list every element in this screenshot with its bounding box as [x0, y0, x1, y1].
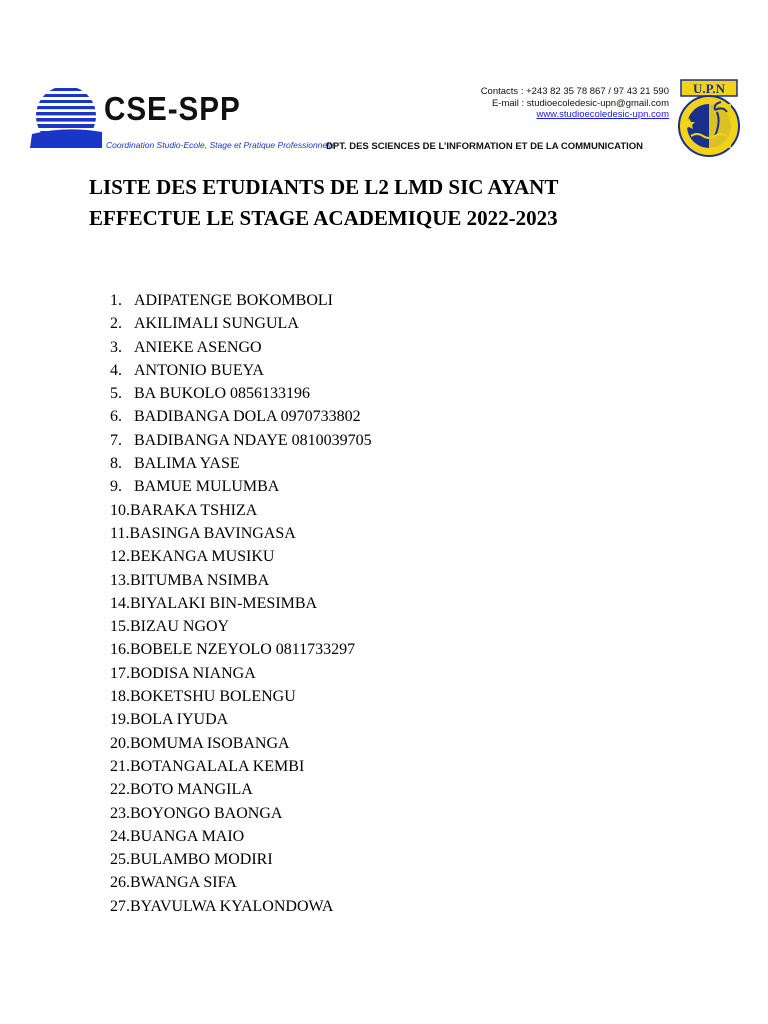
list-item-number: 12.: [110, 548, 130, 566]
list-item: [110, 895, 372, 918]
list-item: [110, 452, 372, 475]
list-item: [110, 825, 372, 848]
student-name: BITUMBA NSIMBA: [130, 571, 270, 589]
list-item: [110, 382, 372, 405]
list-item: [110, 545, 372, 568]
student-name: BODISA NIANGA: [130, 664, 256, 682]
student-name: BALIMA YASE: [134, 455, 240, 473]
student-name: AKILIMALI SUNGULA: [134, 315, 299, 333]
student-name: BA BUKOLO 0856133196: [134, 385, 311, 403]
list-item-number: 19.: [110, 711, 130, 729]
list-item-number: 1.: [110, 292, 122, 309]
student-name: BWANGA SIFA: [130, 874, 237, 892]
cse-spp-logo: [30, 86, 336, 156]
student-name: BADIBANGA DOLA 0970733802: [134, 408, 361, 426]
list-item-number: 26.: [110, 874, 130, 892]
list-item-number: 23.: [110, 804, 130, 822]
student-name: BOBELE NZEYOLO 0811733297: [130, 641, 356, 659]
list-item-number: 6.: [110, 408, 122, 426]
list-item-number: 7.: [110, 431, 122, 449]
list-item-number: 8.: [110, 455, 122, 473]
list-item-number: 4.: [110, 361, 122, 379]
list-item-number: 22.: [110, 781, 130, 799]
list-item-number: 3.: [110, 338, 122, 356]
department-name: DPT. DES SCIENCES DE L’INFORMATION ET DE LA COMMUNICATION: [326, 141, 644, 152]
list-item: [110, 871, 372, 894]
student-name: BASINGA BAVINGASA: [129, 524, 296, 542]
title-line-1: LISTE DES ETUDIANTS DE L2 LMD SIC AYANT: [89, 175, 559, 199]
list-item: [110, 522, 372, 545]
list-item-number: 9.: [110, 478, 122, 496]
student-name: ADIPATENGE BOKOMBOLI: [134, 292, 333, 309]
list-item-number: 11.: [110, 524, 130, 542]
student-name: BAMUE MULUMBA: [134, 478, 280, 496]
student-name: BUANGA MAIO: [130, 827, 245, 845]
document-title: [89, 172, 709, 234]
list-item-number: 18.: [110, 688, 130, 706]
list-item: [110, 732, 372, 755]
upn-shield-icon: [677, 78, 745, 160]
list-item-number: 13.: [110, 571, 130, 589]
list-item: [110, 778, 372, 801]
list-item-number: 14.: [110, 594, 130, 612]
student-name: BOTO MANGILA: [130, 781, 253, 799]
list-item: [110, 638, 372, 661]
student-name: BADIBANGA NDAYE 0810039705: [134, 431, 372, 449]
student-list: [110, 289, 372, 918]
list-item: [110, 848, 372, 871]
student-name: BYAVULWA KYALONDOWA: [130, 897, 334, 915]
student-name: BULAMBO MODIRI: [130, 851, 273, 869]
list-item-number: 15.: [110, 618, 130, 636]
list-item: [110, 336, 372, 359]
student-name: BOYONGO BAONGA: [130, 804, 283, 822]
globe-logo-icon: [30, 86, 102, 148]
list-item: [110, 685, 372, 708]
list-item: [110, 405, 372, 428]
list-item-number: 25.: [110, 851, 130, 869]
list-item: [110, 708, 372, 731]
contact-block: [481, 86, 669, 121]
list-item: [110, 615, 372, 638]
list-item: [110, 475, 372, 498]
list-item-number: 2.: [110, 315, 122, 333]
list-item-number: 27.: [110, 897, 130, 915]
title-line-2: EFFECTUE LE STAGE ACADEMIQUE 2022-2023: [89, 206, 558, 230]
list-item-number: 10.: [110, 501, 130, 519]
page-header: [0, 0, 768, 170]
list-item-number: 20.: [110, 734, 130, 752]
list-item: [110, 802, 372, 825]
student-name: ANIEKE ASENGO: [134, 338, 262, 356]
student-name: BOMUMA ISOBANGA: [130, 734, 290, 752]
list-item: [110, 289, 372, 312]
list-item-number: 17.: [110, 664, 130, 682]
list-item: [110, 312, 372, 335]
list-item: [110, 592, 372, 615]
list-item: [110, 755, 372, 778]
student-name: BOLA IYUDA: [130, 711, 229, 729]
contacts-phone: Contacts : +243 82 35 78 867 / 97 43 21 590: [480, 86, 669, 97]
list-item: [110, 359, 372, 382]
upn-logo: [677, 78, 745, 160]
student-name: BIZAU NGOY: [130, 618, 230, 636]
list-item: [110, 429, 372, 452]
website-link[interactable]: www.studioecoledesic-upn.com: [536, 109, 669, 120]
list-item-number: 16.: [110, 641, 130, 659]
student-name: BOTANGALALA KEMBI: [130, 757, 305, 775]
list-item-number: 21.: [110, 757, 130, 775]
list-item: [110, 569, 372, 592]
list-item-number: 5.: [110, 385, 122, 403]
contacts-email: E-mail : studioecoledesic-upn@gmail.com: [491, 97, 669, 109]
list-item-number: 24.: [110, 827, 130, 845]
student-name: BIYALAKI BIN-MESIMBA: [130, 594, 318, 612]
student-name: BEKANGA MUSIKU: [130, 548, 275, 566]
student-name: BARAKA TSHIZA: [130, 501, 258, 519]
logo-subtitle: Coordination Studio-Ecole, Stage et Pratique Professionnelle: [106, 140, 336, 150]
list-item: [110, 499, 372, 522]
student-name: BOKETSHU BOLENGU: [130, 688, 296, 706]
upn-label: U.P.N: [692, 81, 726, 96]
student-name: ANTONIO BUEYA: [134, 361, 264, 379]
logo-title: CSE-SPP: [104, 90, 241, 127]
list-item: [110, 662, 372, 685]
